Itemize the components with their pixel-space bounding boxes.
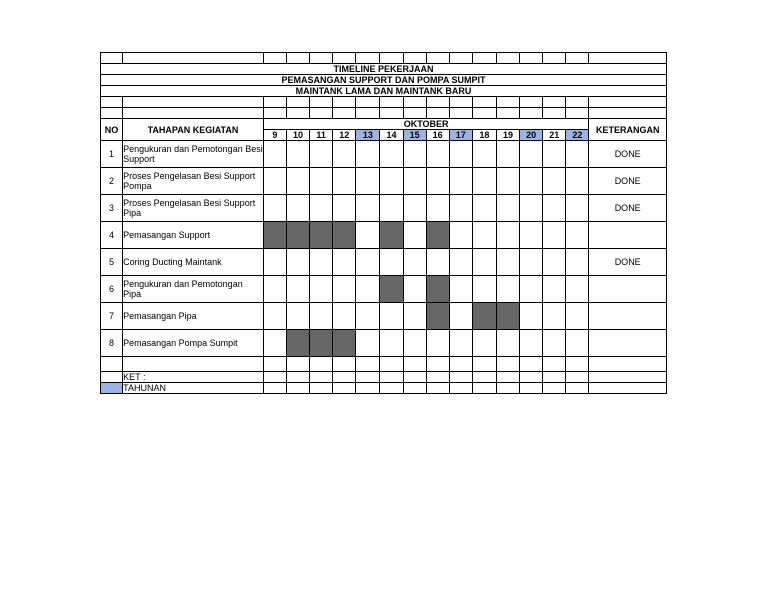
schedule-cell xyxy=(263,195,286,222)
schedule-bar-cell xyxy=(263,222,286,249)
schedule-cell xyxy=(403,168,426,195)
schedule-cell xyxy=(380,195,403,222)
schedule-cell xyxy=(496,222,519,249)
day-header-cell: 9 xyxy=(263,130,286,141)
activity-name: Pengukuran dan Pemotongan Besi Support xyxy=(123,141,264,168)
schedule-cell xyxy=(520,195,543,222)
schedule-cell xyxy=(496,330,519,357)
status-note: DONE xyxy=(589,249,667,276)
status-note xyxy=(589,222,667,249)
schedule-cell xyxy=(543,330,566,357)
schedule-cell xyxy=(333,168,356,195)
activity-row xyxy=(101,276,667,303)
schedule-cell xyxy=(403,141,426,168)
schedule-cell xyxy=(356,222,380,249)
schedule-cell xyxy=(286,168,309,195)
day-header-cell: 18 xyxy=(472,130,496,141)
activity-name: Pemasangan Pipa xyxy=(123,303,264,330)
schedule-cell xyxy=(403,330,426,357)
schedule-cell xyxy=(286,141,309,168)
schedule-cell xyxy=(566,303,589,330)
schedule-cell xyxy=(263,330,286,357)
schedule-cell xyxy=(380,249,403,276)
schedule-cell xyxy=(566,168,589,195)
legend-tahunan-label: TAHUNAN xyxy=(123,383,264,394)
schedule-cell xyxy=(449,222,472,249)
activity-name: Pengukuran dan Pemotongan Pipa xyxy=(123,276,264,303)
sheet-body xyxy=(101,53,667,394)
activity-row xyxy=(101,222,667,249)
schedule-cell xyxy=(449,249,472,276)
day-header-cell: 22 xyxy=(566,130,589,141)
schedule-cell xyxy=(263,141,286,168)
schedule-cell xyxy=(310,276,333,303)
title-line-2: PEMASANGAN SUPPORT DAN POMPA SUMPIT xyxy=(101,75,667,86)
schedule-cell xyxy=(449,303,472,330)
activity-row xyxy=(101,249,667,276)
schedule-cell xyxy=(263,276,286,303)
schedule-bar-cell xyxy=(426,222,449,249)
status-note: DONE xyxy=(589,195,667,222)
schedule-cell xyxy=(496,141,519,168)
schedule-cell xyxy=(472,330,496,357)
schedule-cell xyxy=(403,222,426,249)
schedule-cell xyxy=(333,276,356,303)
schedule-bar-cell xyxy=(286,222,309,249)
schedule-cell xyxy=(426,249,449,276)
schedule-cell xyxy=(310,249,333,276)
activity-row xyxy=(101,168,667,195)
schedule-cell xyxy=(472,249,496,276)
schedule-cell xyxy=(520,249,543,276)
activity-name: Pemasangan Pompa Sumpit xyxy=(123,330,264,357)
schedule-cell xyxy=(566,195,589,222)
schedule-bar-cell xyxy=(333,330,356,357)
schedule-cell xyxy=(566,249,589,276)
schedule-cell xyxy=(543,141,566,168)
schedule-bar-cell xyxy=(333,222,356,249)
schedule-cell xyxy=(403,276,426,303)
status-note xyxy=(589,330,667,357)
activity-name: Proses Pengelasan Besi Support Pipa xyxy=(123,195,264,222)
schedule-cell xyxy=(426,330,449,357)
schedule-cell xyxy=(520,303,543,330)
schedule-cell xyxy=(543,303,566,330)
status-note: DONE xyxy=(589,141,667,168)
schedule-cell xyxy=(356,195,380,222)
schedule-cell xyxy=(543,168,566,195)
schedule-bar-cell xyxy=(472,303,496,330)
schedule-cell xyxy=(543,276,566,303)
schedule-cell xyxy=(449,195,472,222)
schedule-cell xyxy=(520,222,543,249)
schedule-cell xyxy=(426,168,449,195)
row-number: 2 xyxy=(101,168,123,195)
schedule-bar-cell xyxy=(310,222,333,249)
row-number: 1 xyxy=(101,141,123,168)
schedule-cell xyxy=(426,195,449,222)
status-note xyxy=(589,276,667,303)
schedule-cell xyxy=(286,276,309,303)
schedule-cell xyxy=(403,303,426,330)
row-number: 4 xyxy=(101,222,123,249)
blank-row xyxy=(101,108,667,119)
schedule-cell xyxy=(520,168,543,195)
day-header-cell: 21 xyxy=(543,130,566,141)
schedule-cell xyxy=(333,249,356,276)
schedule-cell xyxy=(380,303,403,330)
day-header-cell: 11 xyxy=(310,130,333,141)
schedule-cell xyxy=(496,276,519,303)
schedule-cell xyxy=(566,222,589,249)
schedule-cell xyxy=(263,249,286,276)
schedule-cell xyxy=(449,141,472,168)
activity-row xyxy=(101,303,667,330)
timeline-sheet xyxy=(100,52,667,394)
schedule-cell xyxy=(356,141,380,168)
day-header-cell: 15 xyxy=(403,130,426,141)
day-header-cell: 10 xyxy=(286,130,309,141)
schedule-bar-cell xyxy=(380,276,403,303)
title-line-3: MAINTANK LAMA DAN MAINTANK BARU xyxy=(101,86,667,97)
blank-row xyxy=(101,357,667,372)
day-header-cell: 20 xyxy=(520,130,543,141)
day-header-cell: 17 xyxy=(449,130,472,141)
activity-header: TAHAPAN KEGIATAN xyxy=(123,119,264,141)
schedule-cell xyxy=(403,195,426,222)
schedule-bar-cell xyxy=(286,330,309,357)
schedule-cell xyxy=(449,330,472,357)
schedule-cell xyxy=(403,249,426,276)
schedule-cell xyxy=(520,141,543,168)
schedule-cell xyxy=(472,276,496,303)
schedule-cell xyxy=(472,222,496,249)
blank-row xyxy=(101,53,667,64)
row-number: 6 xyxy=(101,276,123,303)
schedule-cell xyxy=(380,141,403,168)
schedule-cell xyxy=(543,249,566,276)
schedule-cell xyxy=(356,168,380,195)
row-number: 3 xyxy=(101,195,123,222)
day-header-cell: 13 xyxy=(356,130,380,141)
schedule-cell xyxy=(310,303,333,330)
schedule-cell xyxy=(566,330,589,357)
schedule-cell xyxy=(333,195,356,222)
schedule-bar-cell xyxy=(426,303,449,330)
schedule-cell xyxy=(356,249,380,276)
schedule-cell xyxy=(333,141,356,168)
row-number: 7 xyxy=(101,303,123,330)
row-number: 8 xyxy=(101,330,123,357)
schedule-bar-cell xyxy=(310,330,333,357)
row-number: 5 xyxy=(101,249,123,276)
schedule-cell xyxy=(356,303,380,330)
day-header-cell: 19 xyxy=(496,130,519,141)
schedule-bar-cell xyxy=(496,303,519,330)
legend-tahunan-row xyxy=(101,383,667,394)
schedule-cell xyxy=(472,195,496,222)
schedule-cell xyxy=(449,168,472,195)
schedule-cell xyxy=(310,195,333,222)
schedule-cell xyxy=(449,276,472,303)
schedule-cell xyxy=(543,195,566,222)
activity-name: Pemasangan Support xyxy=(123,222,264,249)
notes-header: KETERANGAN xyxy=(589,119,667,141)
activity-name: Proses Pengelasan Besi Support Pompa xyxy=(123,168,264,195)
title-line-1: TIMELINE PEKERJAAN xyxy=(101,64,667,75)
schedule-cell xyxy=(496,249,519,276)
schedule-bar-cell xyxy=(380,222,403,249)
schedule-cell xyxy=(543,222,566,249)
day-header-cell: 14 xyxy=(380,130,403,141)
activity-row xyxy=(101,195,667,222)
schedule-cell xyxy=(520,330,543,357)
schedule-cell xyxy=(263,168,286,195)
schedule-cell xyxy=(566,276,589,303)
schedule-cell xyxy=(286,195,309,222)
schedule-cell xyxy=(472,141,496,168)
legend-ket-row xyxy=(101,372,667,383)
activity-row xyxy=(101,330,667,357)
schedule-cell xyxy=(263,303,286,330)
schedule-cell xyxy=(286,249,309,276)
schedule-cell xyxy=(380,330,403,357)
schedule-cell xyxy=(286,303,309,330)
status-note: DONE xyxy=(589,168,667,195)
schedule-cell xyxy=(566,141,589,168)
schedule-cell xyxy=(426,141,449,168)
blank-row xyxy=(101,97,667,108)
legend-color-swatch xyxy=(101,383,123,394)
schedule-cell xyxy=(496,195,519,222)
schedule-cell xyxy=(356,276,380,303)
schedule-cell xyxy=(310,141,333,168)
activity-row xyxy=(101,141,667,168)
schedule-cell xyxy=(520,276,543,303)
month-header: OKTOBER xyxy=(263,119,589,130)
status-note xyxy=(589,303,667,330)
schedule-bar-cell xyxy=(426,276,449,303)
activity-name: Coring Ducting Maintank xyxy=(123,249,264,276)
schedule-cell xyxy=(310,168,333,195)
no-header: NO xyxy=(101,119,123,141)
day-header-cell: 12 xyxy=(333,130,356,141)
schedule-cell xyxy=(496,168,519,195)
schedule-cell xyxy=(356,330,380,357)
schedule-cell xyxy=(333,303,356,330)
legend-ket-label: KET : xyxy=(123,372,264,383)
schedule-cell xyxy=(380,168,403,195)
schedule-cell xyxy=(472,168,496,195)
day-header-cell: 16 xyxy=(426,130,449,141)
